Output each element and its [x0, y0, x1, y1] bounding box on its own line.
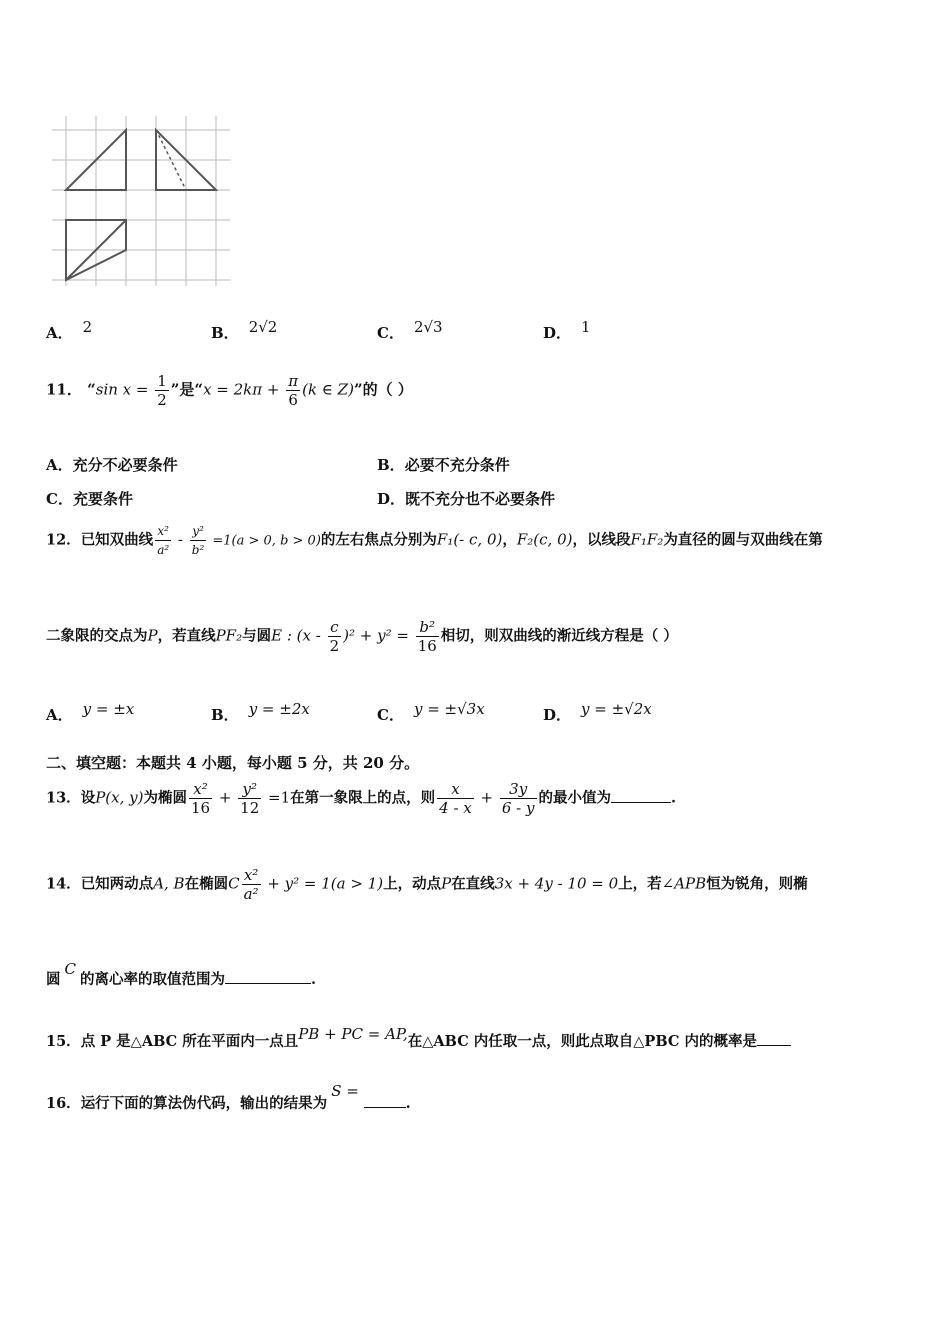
point-p: P	[441, 874, 452, 893]
condition-sin: sin x =	[95, 380, 154, 399]
fraction-3y-6my	[500, 780, 537, 817]
q10-option-d	[543, 318, 591, 343]
q10-option-a	[46, 318, 93, 343]
option-value: y = ±√2x	[581, 700, 652, 718]
q11-option-b	[377, 454, 510, 475]
fraction-b2-16	[416, 618, 439, 655]
ellipse-c: C	[228, 874, 240, 893]
option-value: y = ±x	[82, 700, 135, 718]
denominator: 16	[190, 799, 211, 817]
text: ，若直线	[157, 627, 216, 645]
numerator: 1	[157, 372, 167, 390]
ellipse-c: C	[64, 960, 76, 978]
q11-option-a	[46, 454, 178, 475]
text: 在第一象限上的点，则	[290, 789, 436, 807]
question-number: 14．	[46, 875, 81, 893]
option-value: 2	[82, 318, 93, 336]
equation-rest: =1(a > 0, b > 0)	[208, 533, 321, 549]
question-number: 11．	[46, 380, 82, 399]
option-text: 既不充分也不必要条件	[405, 490, 556, 508]
focus-f1: F₁(- c, 0)	[436, 530, 503, 549]
answer-blank[interactable]	[611, 788, 671, 803]
denominator: a²	[243, 885, 259, 903]
question-number: 16．	[46, 1095, 81, 1112]
plus: +	[475, 788, 498, 807]
option-text: 充要条件	[72, 490, 133, 508]
denominator: 16	[417, 637, 437, 655]
option-label: D．	[377, 490, 406, 508]
condition-k: (k ∈ Z)	[302, 380, 354, 399]
option-label: A．	[46, 324, 73, 342]
q12-option-d	[543, 700, 652, 725]
answer-blank[interactable]	[364, 1093, 406, 1108]
condition-x: x = 2kπ +	[203, 380, 285, 399]
numerator: 3y	[500, 780, 537, 799]
circle-eq-b: )² + y² =	[343, 626, 414, 645]
period: .	[310, 971, 317, 988]
numerator: x²	[242, 866, 261, 885]
denominator: 2	[157, 391, 167, 409]
text: 已知两动点	[80, 875, 154, 893]
fraction-x2-a2	[242, 866, 261, 903]
option-label: A．	[46, 706, 73, 724]
numerator: y²	[190, 522, 207, 541]
plus: +	[214, 788, 237, 807]
option-label: D．	[543, 324, 572, 342]
text: 在△ABC 内任取一点，则此点取自△PBC 内的概率是	[407, 1033, 757, 1050]
text: 与圆	[242, 627, 272, 645]
q11-option-c	[46, 488, 133, 509]
denominator: 6	[288, 391, 298, 409]
q10-option-b	[211, 318, 278, 343]
vector-equation: PB + PC = AP,	[298, 1025, 408, 1043]
denominator: 12	[240, 799, 260, 817]
fraction-half	[155, 372, 169, 409]
option-label: D．	[543, 706, 572, 724]
denominator: 4 - x	[439, 799, 472, 817]
section-heading: 二、填空题：本题共 4 小题，每小题 5 分，共 20 分。	[46, 754, 420, 772]
fraction-pi-6	[286, 372, 300, 409]
numerator: x²	[155, 522, 171, 541]
numerator: y²	[238, 780, 261, 799]
numerator: x	[437, 780, 474, 799]
text: 的左右焦点分别为	[320, 531, 437, 549]
option-value: y = ±√3x	[413, 700, 485, 718]
minus: -	[173, 530, 188, 549]
point-p: P(x, y)	[95, 788, 144, 807]
option-value: 2√2	[248, 318, 278, 336]
line-equation: 3x + 4y - 10 = 0	[494, 874, 619, 893]
period: .	[405, 1095, 411, 1112]
option-label: C．	[377, 324, 404, 342]
circle-eq-a: E : (x -	[271, 626, 326, 645]
option-label: C．	[377, 706, 404, 724]
comma: ，	[502, 531, 517, 549]
q12-option-a	[46, 700, 135, 725]
option-text: 必要不充分条件	[404, 456, 510, 474]
option-value: y = ±2x	[248, 700, 310, 718]
numerator: c	[328, 618, 342, 637]
fraction-y2-12	[238, 780, 261, 817]
text: 相切，则双曲线的渐近线方程是（ ）	[440, 627, 678, 645]
fraction-y2-b2	[190, 522, 207, 559]
text: 圆	[46, 971, 61, 988]
option-label: B．	[211, 324, 239, 342]
denominator: b²	[191, 543, 205, 557]
text: 二象限的交点为	[46, 627, 148, 645]
answer-blank[interactable]	[757, 1031, 791, 1046]
s-equals: S =	[331, 1082, 364, 1100]
option-text: 充分不必要条件	[72, 456, 178, 474]
text: 设	[80, 789, 96, 807]
focus-f2: F₂(c, 0)	[516, 530, 573, 549]
text: 在直线	[451, 875, 495, 893]
text: 运行下面的算法伪代码，输出的结果为	[80, 1095, 328, 1112]
fraction-x-4mx	[437, 780, 474, 817]
question-number: 13．	[46, 789, 81, 807]
option-label: B．	[211, 706, 239, 724]
fraction-x2-16	[189, 780, 212, 817]
text: 上，若	[618, 875, 662, 893]
ellipse-rest: + y² = 1(a > 1)	[262, 874, 384, 893]
quote-open: “	[87, 380, 96, 399]
text: 点 P 是△ABC 所在平面内一点且	[80, 1033, 299, 1050]
option-value: 1	[581, 318, 591, 336]
question-13	[46, 780, 676, 817]
text: ，以线段	[572, 531, 631, 549]
point-p: P	[147, 626, 158, 645]
question-16	[46, 1082, 411, 1113]
angle-apb: ∠APB	[661, 874, 707, 893]
segment-f1f2: F₁F₂	[630, 530, 664, 549]
text: 的最小值为	[538, 789, 611, 807]
numerator: b²	[416, 618, 439, 637]
denominator: 2	[329, 637, 340, 655]
text: 已知双曲线	[80, 531, 154, 549]
equals-one: =1	[263, 788, 291, 807]
q10-option-c	[377, 318, 443, 343]
question-12-line-1	[46, 522, 823, 559]
line-pf2: PF₂	[215, 626, 243, 645]
q12-option-b	[211, 700, 310, 725]
numerator: π	[288, 372, 299, 390]
question-tail: ”的（ ）	[353, 380, 413, 399]
q11-option-d	[377, 488, 555, 509]
quote-middle: ”是“	[170, 380, 204, 399]
fraction-c-2	[328, 618, 342, 655]
text: 为椭圆	[143, 789, 187, 807]
option-label: A．	[46, 456, 73, 474]
text: 在椭圆	[184, 875, 229, 893]
points-ab: A, B	[153, 874, 185, 893]
option-value: 2√3	[413, 318, 443, 336]
text: 上，动点	[383, 875, 442, 893]
question-14-line-2	[46, 960, 317, 989]
period: .	[671, 789, 677, 807]
option-label: B．	[377, 456, 405, 474]
question-11	[46, 372, 413, 409]
question-number: 12．	[46, 531, 81, 549]
numerator: x²	[189, 780, 212, 799]
question-14-line-1	[46, 866, 808, 903]
question-12-line-2	[46, 618, 678, 655]
three-view-grid	[46, 112, 236, 290]
text: 的离心率的取值范围为	[79, 971, 225, 988]
denominator: 6 - y	[501, 799, 535, 817]
q12-option-c	[377, 700, 485, 725]
question-number: 15．	[46, 1033, 81, 1050]
fraction-x2-a2	[155, 522, 171, 559]
denominator: a²	[157, 543, 170, 557]
text: 恒为锐角，则椭	[706, 875, 808, 893]
question-15	[46, 1025, 791, 1051]
option-label: C．	[46, 490, 73, 508]
answer-blank[interactable]	[225, 969, 311, 984]
text: 为直径的圆与双曲线在第	[663, 531, 823, 549]
